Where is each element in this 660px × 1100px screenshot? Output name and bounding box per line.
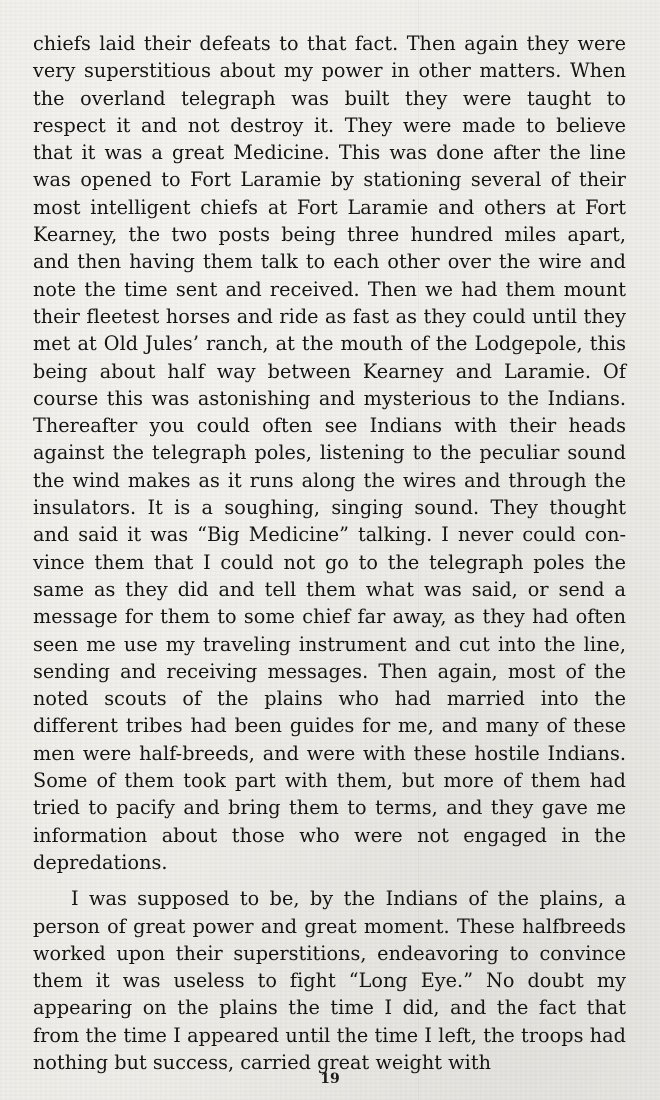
paragraph-1: chiefs laid their defeats to that fact. Then again they were very superstitious about my power in other matters. When the overland telegraph was built they were taught to respect it and not destroy it. They were made to believe that it was a great Medicine. This was done after the line was opened to Fort Laramie by stationing several of their most intelligent chiefs at Fort Laramie and others at Fort Kearney, the two posts being three hundred miles apart, and then having them talk to each other over the wire and note the time sent and received. Then we had them mount their fleetest horses and ride as fast as they could until they met at Old Jules’ ranch, at the mouth of the Lodgepole, this being about half way between Kearney and Laramie. Of course this was astonishing and mysterious to the Indians. Thereafter you could often see Indians with their heads against the telegraph poles, listening to the peculiar sound the wind makes as it runs along the wires and through the insulators. It is a soughing, singing sound. They thought and said it was “Big Medicine” talking. I never could convince them that I could not go to the telegraph poles the same as they did and tell them what was said, or send a message for them to some chief far away, as they had often seen me use my traveling instrument and cut into the line, sending and receiving messages. Then again, most of the noted scouts of the plains who had married into the different tribes had been guides for me, and many of these men were half-breeds, and were with these hostile Indians. Some of them took part with them, but more of them had tried to pacify and bring them to terms, and they gave me information about those who were not engaged in the depredations. [33, 32, 626, 874]
paragraph-2: I was supposed to be, by the Indians of the plains, a person of great power and great moment. These halfbreeds worked upon their superstitions, endeavoring to convince them it was useless to fight “Long Eye.” No doubt my appearing on the plains the time I did, and the fact that from the time I appeared until the time I left, the troops had nothing but success, carried great weight with [33, 887, 626, 1074]
body-text [33, 30, 626, 1076]
page-number: 19 [320, 1071, 340, 1087]
